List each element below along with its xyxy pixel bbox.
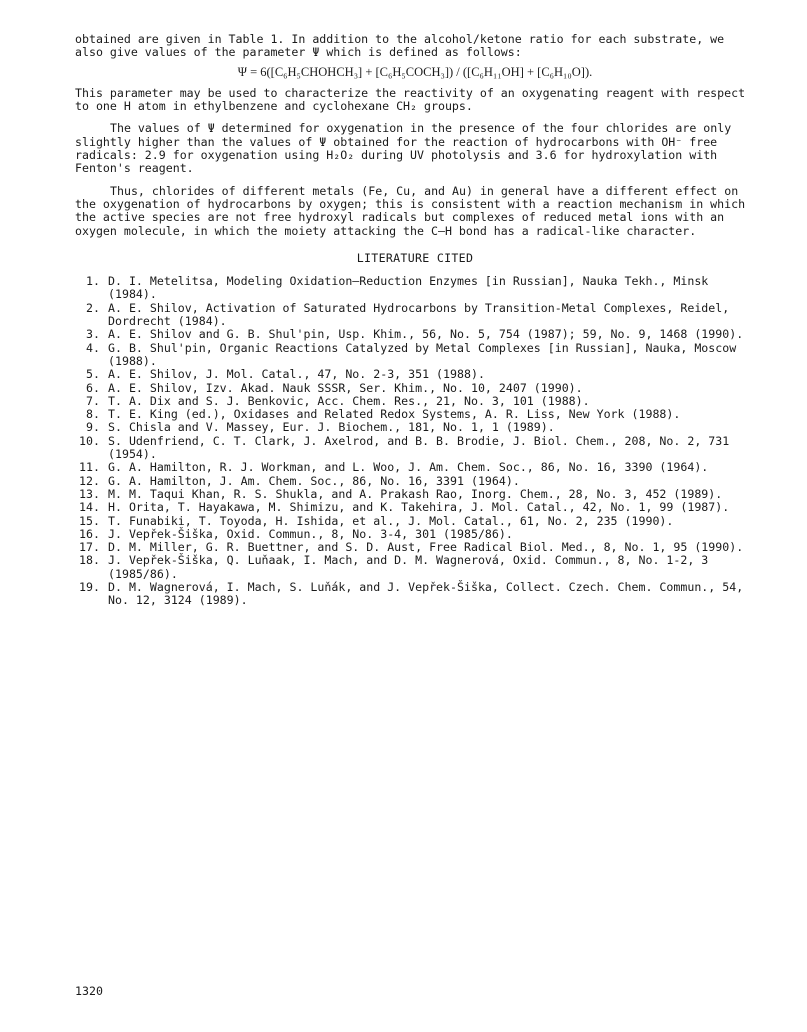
paragraph-parameter: This parameter may be used to characterize the reactivity of an oxygenating reagent with respect to one H atom in ethylbenzene and cyclohexane CH₂ groups. [75, 85, 746, 114]
reference-text: J. Vepřek-Šiška, Q. Luňaak, I. Mach, and D. M. Wagnerová, Oxid. Commun., 8, No. 1-2, 3 (1985/86). [108, 553, 709, 581]
reference-text: A. E. Shilov, Izv. Akad. Nauk SSSR, Ser. Khim., No. 10, 2407 (1990). [108, 380, 583, 395]
reference-text: D. M. Miller, G. R. Buettner, and S. D. Aust, Free Radical Biol. Med., 8, No. 1, 95 (1990). [108, 540, 744, 555]
reference-number: 8. [86, 407, 100, 422]
reference-item [75, 382, 755, 395]
reference-text: A. E. Shilov and G. B. Shul'pin, Usp. Khim., 56, No. 5, 754 (1987); 59, No. 9, 1468 (1990). [108, 327, 744, 342]
reference-number: 15. [79, 513, 100, 528]
reference-text: A. E. Shilov, Activation of Saturated Hydrocarbons by Transition-Metal Complexes, Reidel, Dordrecht (1984). [108, 300, 730, 329]
reference-text: D. I. Metelitsa, Modeling Oxidation–Reduction Enzymes [in Russian], Nauka Tekh., Minsk (1984). [108, 274, 709, 302]
reference-item [75, 581, 755, 608]
reference-item [75, 275, 755, 302]
reference-item [75, 435, 755, 462]
page-body [75, 33, 755, 608]
reference-number: 1. [86, 274, 100, 289]
reference-item [75, 554, 755, 581]
reference-item [75, 408, 755, 421]
reference-number: 10. [79, 433, 100, 448]
reference-number: 2. [86, 300, 100, 315]
reference-item [75, 421, 755, 434]
page-number: 1320 [75, 984, 103, 998]
reference-number: 5. [86, 367, 100, 382]
reference-number: 13. [79, 486, 100, 501]
reference-text: T. Funabiki, T. Toyoda, H. Ishida, et al., J. Mol. Catal., 61, No. 2, 235 (1990). [108, 513, 674, 528]
reference-number: 7. [86, 393, 100, 408]
references-heading: LITERATURE CITED [356, 250, 474, 265]
reference-number: 17. [79, 540, 100, 555]
reference-item [75, 515, 755, 528]
reference-number: 19. [79, 579, 100, 594]
paragraph-values: The values of Ψ determined for oxygenation in the presence of the four chlorides are only slightly higher than the values of Ψ obtained for the reaction of hydrocarbons with OH⁻ free radicals: 2.9 for oxygenation using H₂O₂ during UV photolysis and 3.6 for hydroxylation with Fenton's reagent. [75, 121, 732, 176]
reference-number: 3. [86, 327, 100, 342]
reference-text: G. A. Hamilton, R. J. Workman, and L. Woo, J. Am. Chem. Soc., 86, No. 16, 3390 (1964). [108, 460, 709, 475]
reference-item [75, 342, 755, 369]
reference-text: H. Orita, T. Hayakawa, M. Shimizu, and K. Takehira, J. Mol. Catal., 42, No. 1, 99 (1987). [108, 500, 730, 515]
paragraph-conclusion: Thus, chlorides of different metals (Fe, Cu, and Au) in general have a different effect on the oxygenation of hydrocarbons by oxygen; this is consistent with a reaction mechanism in which the active species are not free hydroxyl radicals but complexes of reduced metal ions with an oxygen molecule, in which the moiety attacking the C–H bond has a radical-like character. [75, 183, 746, 238]
reference-text: D. M. Wagnerová, I. Mach, S. Luňák, and J. Vepřek-Šiška, Collect. Czech. Chem. Commun., 54, No. 12, 3124 (1989). [108, 579, 744, 608]
reference-text: A. E. Shilov, J. Mol. Catal., 47, No. 2-3, 351 (1988). [108, 367, 485, 382]
reference-item [75, 328, 755, 341]
reference-text: T. A. Dix and S. J. Benkovic, Acc. Chem. Res., 21, No. 3, 101 (1988). [108, 393, 590, 408]
reference-text: G. A. Hamilton, J. Am. Chem. Soc., 86, No. 16, 3391 (1964). [108, 473, 520, 488]
reference-number: 4. [86, 340, 100, 355]
reference-text: S. Udenfriend, C. T. Clark, J. Axelrod, and B. B. Brodie, J. Biol. Chem., 208, No. 2, 731 (1954). [108, 433, 730, 462]
reference-text: M. M. Taqui Khan, R. S. Shukla, and A. Prakash Rao, Inorg. Chem., 28, No. 3, 452 (1989). [108, 486, 723, 501]
reference-number: 12. [79, 473, 100, 488]
reference-number: 11. [79, 460, 100, 475]
psi-formula: Ψ = 6([C₆H₅CHOHCH₃] + [C₆H₅COCH₃]) / ([C₆H₁₁OH] + [C₆H₁₀O]). [237, 64, 593, 79]
reference-item [75, 461, 755, 474]
reference-text: J. Vepřek-Šiška, Oxid. Commun., 8, No. 3-4, 301 (1985/86). [108, 526, 513, 541]
references-list [75, 275, 755, 607]
reference-number: 14. [79, 500, 100, 515]
reference-item [75, 475, 755, 488]
reference-number: 16. [79, 526, 100, 541]
reference-item [75, 395, 755, 408]
paragraph-intro: obtained are given in Table 1. In addition to the alcohol/ketone ratio for each substrate, we also give values of the parameter Ψ which is defined as follows: [75, 32, 725, 60]
reference-number: 18. [79, 553, 100, 568]
reference-item [75, 302, 755, 329]
reference-number: 9. [86, 420, 100, 435]
reference-item [75, 528, 755, 541]
reference-text: S. Chisla and V. Massey, Eur. J. Biochem., 181, No. 1, 1 (1989). [108, 420, 555, 435]
reference-number: 6. [86, 380, 100, 395]
reference-text: G. B. Shul'pin, Organic Reactions Catalyzed by Metal Complexes [in Russian], Nauka, Moscow (1988). [108, 340, 737, 368]
reference-item [75, 368, 755, 381]
reference-item [75, 501, 755, 514]
reference-text: T. E. King (ed.), Oxidases and Related Redox Systems, A. R. Liss, New York (1988). [108, 407, 681, 422]
reference-item [75, 488, 755, 501]
